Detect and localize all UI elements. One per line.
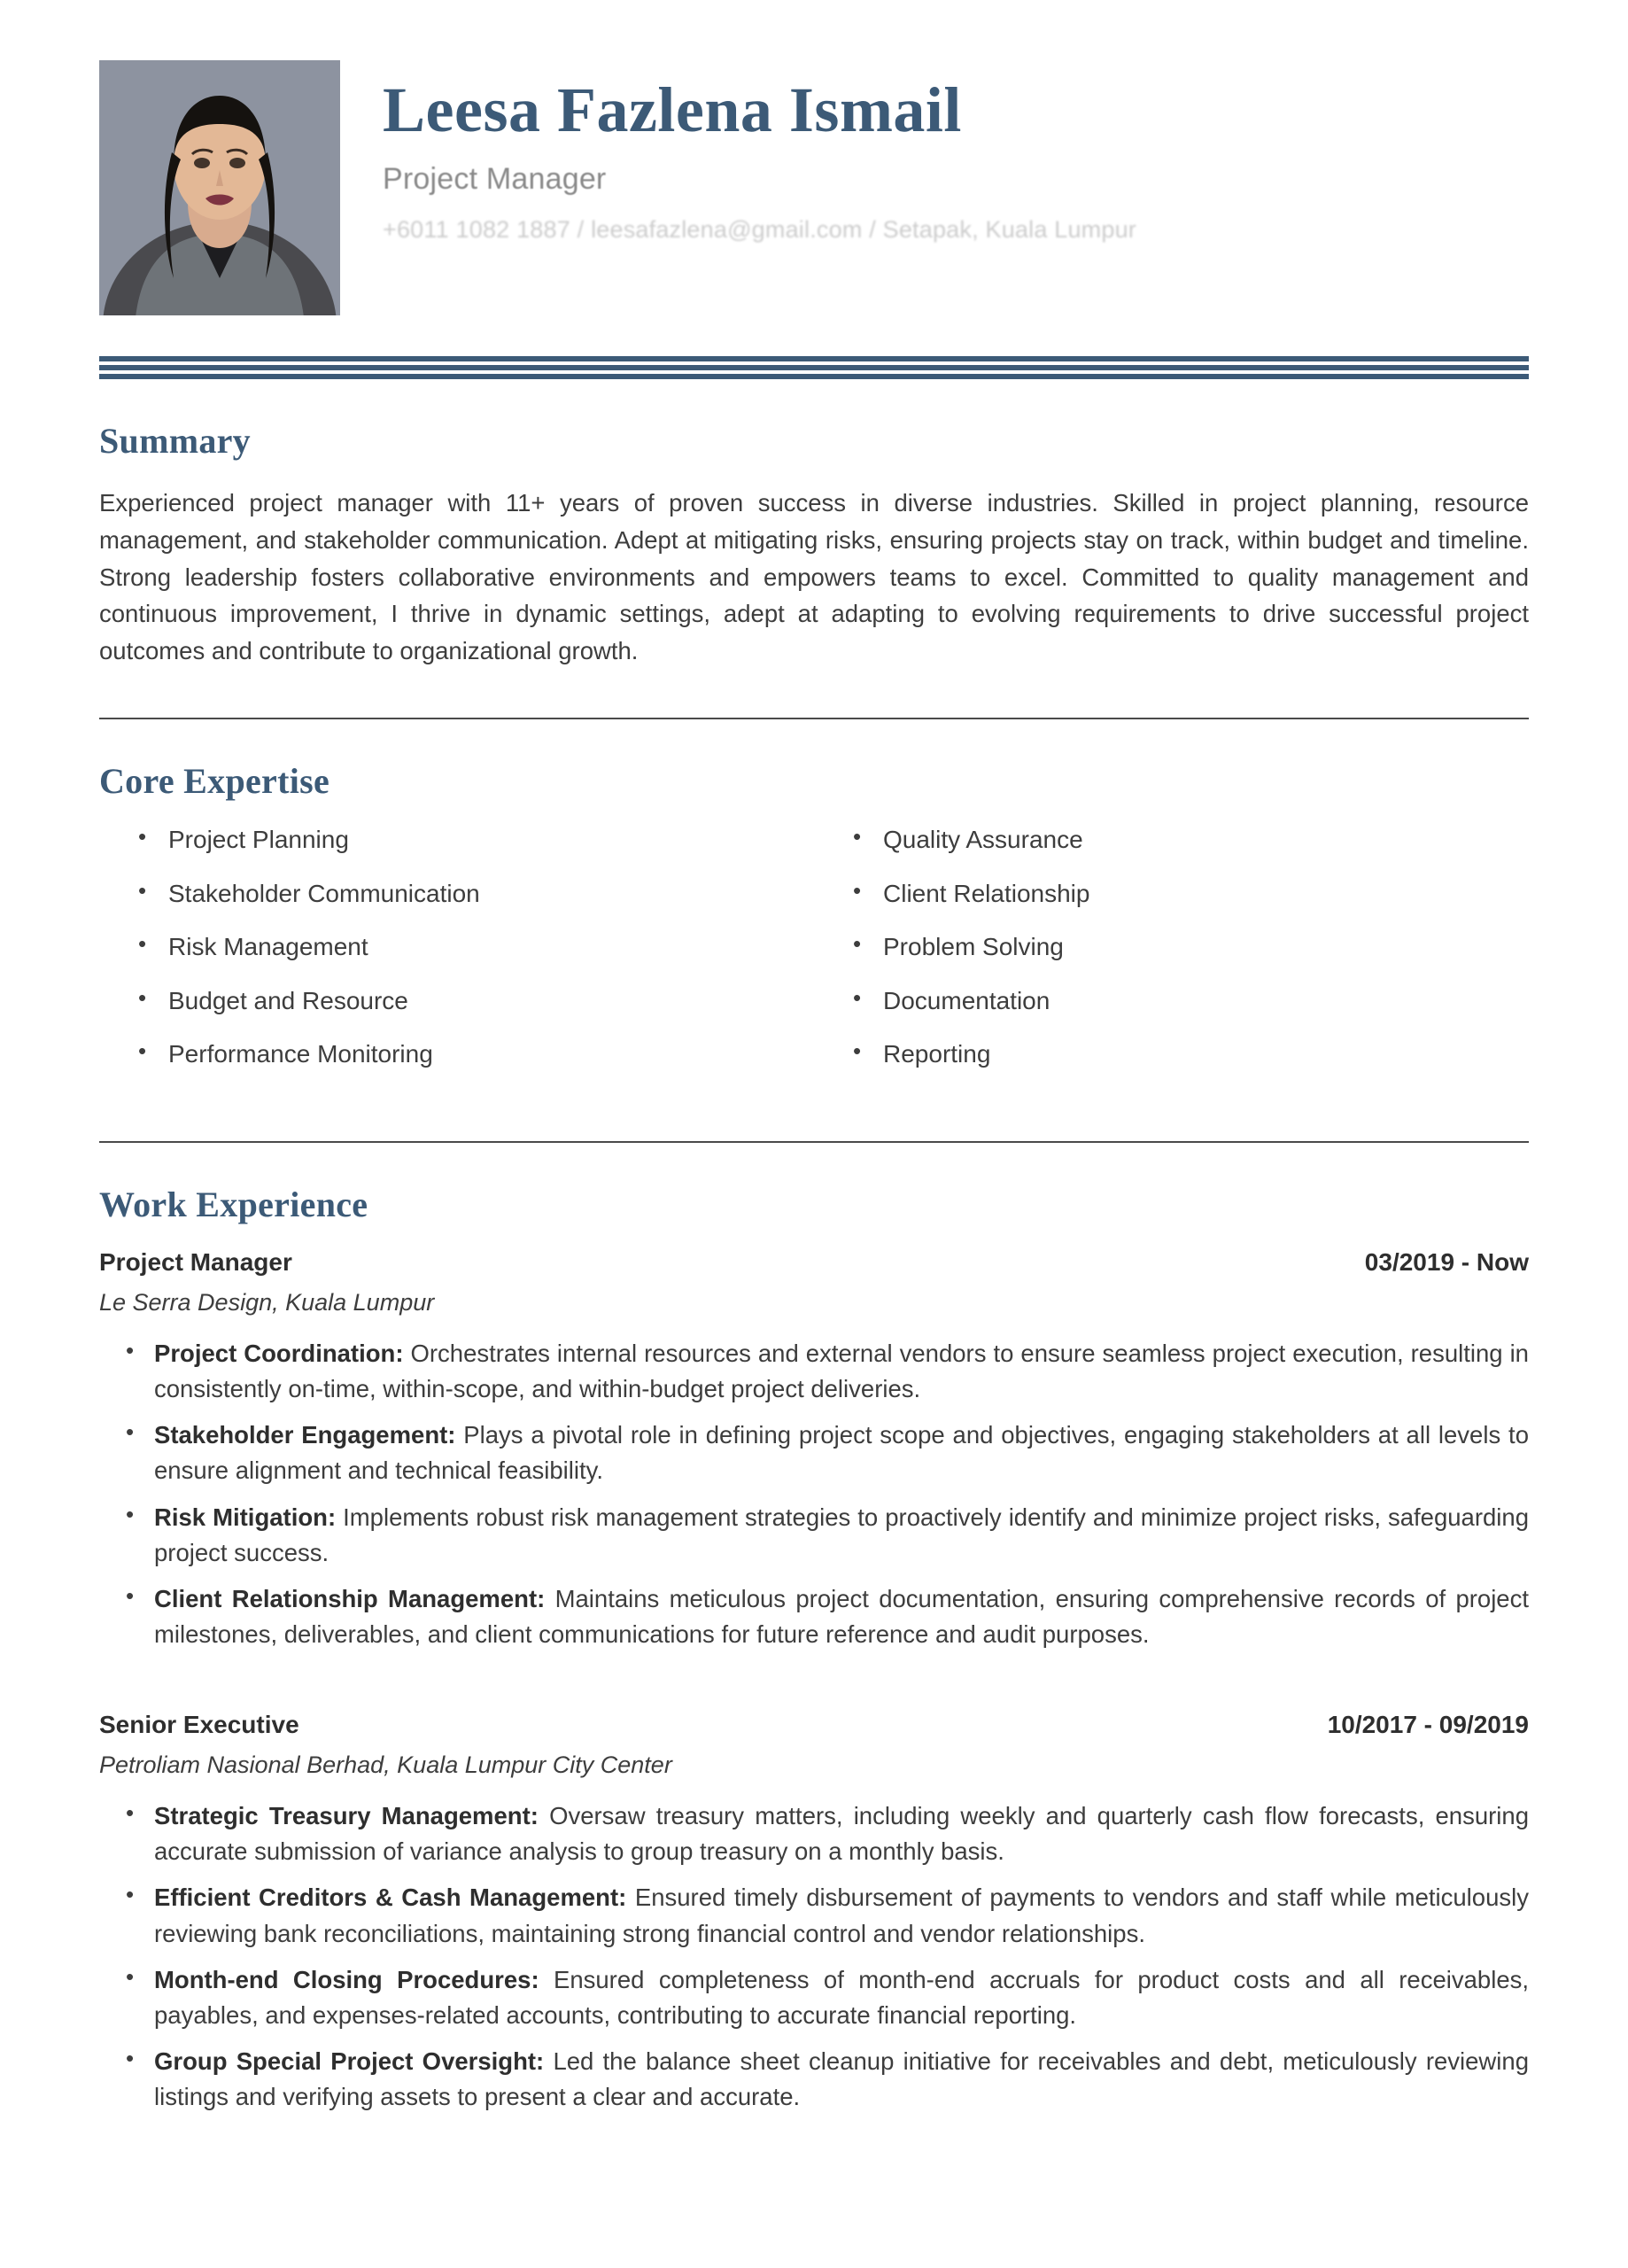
core-expertise-right-list — [814, 825, 1529, 1069]
job-bullet — [154, 1962, 1529, 2033]
section-core-expertise — [99, 760, 1529, 1143]
section-title-summary: Summary — [99, 421, 251, 461]
job-dates: 10/2017 - 09/2019 — [1327, 1711, 1529, 1739]
job-header — [99, 1711, 1529, 1739]
list-item: • Problem Solving — [883, 932, 1529, 962]
job-bullet-label: Project Coordination: — [154, 1339, 404, 1367]
job-bullet-label: Stakeholder Engagement: — [154, 1421, 456, 1449]
job-bullet-list — [99, 1336, 1529, 1652]
section-divider-core-expertise — [99, 1141, 1529, 1143]
section-title-core-expertise: Core Expertise — [99, 760, 330, 801]
job-bullet-text: Maintains meticulous project documentation, ensuring comprehensive records of project milestones, deliverables, and client communications for future reference and audit purposes. — [154, 1584, 1529, 1648]
section-summary — [99, 420, 1529, 719]
list-item: • Risk Management — [168, 932, 814, 962]
job-bullet — [154, 1418, 1529, 1488]
list-item: • Stakeholder Communication — [168, 879, 814, 909]
core-expertise-left-list — [99, 825, 814, 1069]
job-bullet — [154, 1500, 1529, 1571]
job-company: Le Serra Design, Kuala Lumpur — [99, 1288, 435, 1316]
job-bullet — [154, 1581, 1529, 1652]
header-divider — [99, 356, 1529, 379]
profile-photo — [99, 60, 340, 315]
job-company: Petroliam Nasional Berhad, Kuala Lumpur City Center — [99, 1751, 672, 1779]
job-bullet-label: Client Relationship Management: — [154, 1584, 546, 1612]
core-expertise-right-column — [814, 825, 1529, 1093]
list-item: • Documentation — [883, 986, 1529, 1016]
section-divider-summary — [99, 718, 1529, 719]
work-experience-entry — [99, 1248, 1529, 1652]
core-expertise-columns — [99, 825, 1529, 1093]
job-bullet-label: Group Special Project Oversight: — [154, 2047, 545, 2075]
list-item: • Project Planning — [168, 825, 814, 855]
job-bullet — [154, 1880, 1529, 1951]
job-bullet-label: Month-end Closing Procedures: — [154, 1965, 539, 1993]
portrait-illustration — [99, 60, 340, 315]
job-bullet-text: Ensured completeness of month-end accruals for product costs and all receivables, payables, and expenses-related accounts, contributing to accurate financial reporting. — [154, 1965, 1529, 2029]
header-job-title: Project Manager — [383, 162, 607, 197]
job-bullet-text: Orchestrates internal resources and external vendors to ensure seamless project execution, resulting in consistently on-time, within-scope, and within-budget project deliveries. — [154, 1339, 1529, 1403]
job-bullet — [154, 1798, 1529, 1869]
list-item: • Quality Assurance — [883, 825, 1529, 855]
job-bullet-list — [99, 1798, 1529, 2115]
contact-line: +6011 1082 1887 / leesafazlena@gmail.com / Setapak, Kuala Lumpur — [383, 216, 1136, 244]
list-item: • Reporting — [883, 1039, 1529, 1069]
page-title: Leesa Fazlena Ismail — [383, 74, 962, 145]
work-experience-entry — [99, 1711, 1529, 2115]
job-bullet — [154, 1336, 1529, 1407]
list-item: • Client Relationship — [883, 879, 1529, 909]
divider-bar-3 — [99, 374, 1529, 379]
job-bullet-label: Strategic Treasury Management: — [154, 1802, 539, 1830]
job-bullet-text: Implements robust risk management strategies to proactively identify and minimize project risks, safeguarding project success. — [154, 1503, 1529, 1566]
job-bullet-text: Ensured timely disbursement of payments to vendors and staff while meticulously reviewing bank reconciliations, maintaining strong financial control and vendor relationships. — [154, 1884, 1529, 1947]
section-title-work-experience: Work Experience — [99, 1184, 368, 1224]
job-bullet-label: Risk Mitigation: — [154, 1503, 337, 1531]
job-bullet-text: Led the balance sheet cleanup initiative for receivables and debt, meticulously reviewing listings and verifying assets to present a clear and accurate. — [154, 2047, 1529, 2111]
header-text-block — [340, 60, 1529, 244]
job-bullet — [154, 2044, 1529, 2115]
job-header — [99, 1248, 1529, 1277]
section-work-experience — [99, 1184, 1529, 2115]
list-item: • Performance Monitoring — [168, 1039, 814, 1069]
job-bullet-label: Efficient Creditors & Cash Management: — [154, 1884, 627, 1912]
resume-header — [99, 0, 1529, 315]
summary-paragraph: Experienced project manager with 11+ years of proven success in diverse industries. Skilled in project planning, resource management, and stakeholder communication. Adept at mitigating risks, ensuring projects stay on track, within budget and timeline. Strong leadership fosters collaborative environments and empowers teams to excel. Committed to quality management and continuous improvement, I thrive in dynamic settings, adept at adapting to evolving requirements to drive successful project outcomes and contribute to organizational growth. — [99, 489, 1529, 665]
job-dates: 03/2019 - Now — [1364, 1247, 1529, 1276]
list-item: • Budget and Resource — [168, 986, 814, 1016]
job-bullet-text: Plays a pivotal role in defining project scope and objectives, engaging stakeholders at all levels to ensure alignment and technical feasibility. — [154, 1421, 1529, 1485]
job-role: Project Manager — [99, 1247, 292, 1276]
job-role: Senior Executive — [99, 1711, 299, 1739]
core-expertise-left-column — [99, 825, 814, 1093]
job-bullet-text: Oversaw treasury matters, including weekly and quarterly cash flow forecasts, ensuring accurate submission of variance analysis to group treasury on a monthly basis. — [154, 1802, 1529, 1866]
